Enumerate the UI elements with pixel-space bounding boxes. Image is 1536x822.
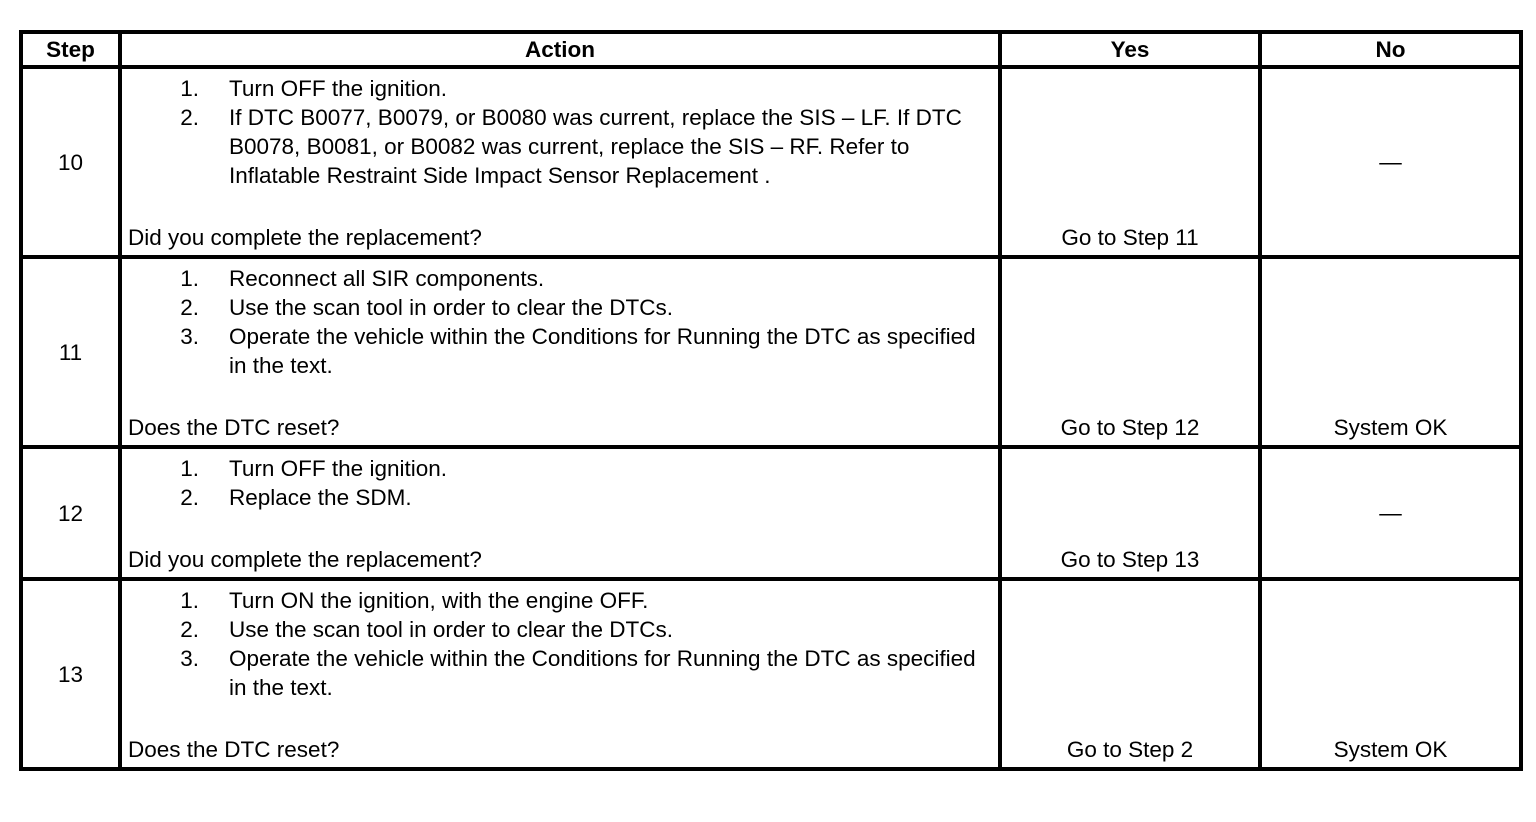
action-cell bbox=[120, 447, 1000, 579]
list-item bbox=[122, 322, 998, 380]
item-number: 1. bbox=[180, 76, 199, 101]
list-item bbox=[122, 483, 998, 512]
yes-result: Go to Step 2 bbox=[1066, 737, 1194, 762]
list-item bbox=[122, 586, 998, 615]
header-step: Step bbox=[21, 32, 120, 67]
diagnostic-table-container bbox=[19, 30, 1519, 771]
no-result: System OK bbox=[1333, 737, 1448, 762]
table-row bbox=[21, 579, 1521, 769]
item-number: 2. bbox=[180, 105, 199, 130]
step-number: 10 bbox=[21, 67, 120, 257]
list-item bbox=[122, 264, 998, 293]
step-number: 12 bbox=[21, 447, 120, 579]
header-yes: Yes bbox=[1000, 32, 1260, 67]
no-cell bbox=[1260, 67, 1521, 257]
no-result: — bbox=[1379, 149, 1402, 175]
item-number: 3. bbox=[180, 324, 199, 349]
list-item bbox=[122, 74, 998, 103]
list-item bbox=[122, 454, 998, 483]
action-cell bbox=[120, 579, 1000, 769]
list-item bbox=[122, 103, 998, 190]
no-result: System OK bbox=[1333, 415, 1448, 440]
yes-cell bbox=[1000, 447, 1260, 579]
item-text: Use the scan tool in order to clear the DTCs. bbox=[229, 617, 673, 642]
item-text: Operate the vehicle within the Conditions for Running the DTC as specified in the text. bbox=[229, 324, 976, 378]
no-cell bbox=[1260, 257, 1521, 447]
item-text: Replace the SDM. bbox=[229, 485, 412, 510]
yes-result: Go to Step 13 bbox=[1060, 547, 1200, 572]
question-text: Does the DTC reset? bbox=[128, 415, 340, 440]
item-text: If DTC B0077, B0079, or B0080 was current, replace the SIS – LF. If DTC B0078, B0081, or B0082 was current, replace the SIS – RF. Refer to Inflatable Restraint Side Impact Sensor Replacement . bbox=[229, 105, 962, 188]
list-item bbox=[122, 293, 998, 322]
item-text: Operate the vehicle within the Conditions for Running the DTC as specified in the text. bbox=[229, 646, 976, 700]
action-list bbox=[122, 69, 998, 190]
item-text: Turn ON the ignition, with the engine OFF. bbox=[229, 588, 649, 613]
item-text: Turn OFF the ignition. bbox=[229, 456, 448, 481]
action-list bbox=[122, 581, 998, 702]
header-no: No bbox=[1260, 32, 1521, 67]
item-number: 2. bbox=[180, 485, 199, 510]
header-row bbox=[21, 32, 1521, 67]
action-cell bbox=[120, 67, 1000, 257]
item-number: 2. bbox=[180, 617, 199, 642]
item-number: 1. bbox=[180, 588, 199, 613]
yes-cell bbox=[1000, 257, 1260, 447]
action-list bbox=[122, 449, 998, 512]
action-list bbox=[122, 259, 998, 380]
table-row bbox=[21, 447, 1521, 579]
item-number: 1. bbox=[180, 456, 199, 481]
question-text: Did you complete the replacement? bbox=[128, 225, 482, 250]
item-number: 3. bbox=[180, 646, 199, 671]
item-text: Use the scan tool in order to clear the DTCs. bbox=[229, 295, 673, 320]
no-cell bbox=[1260, 579, 1521, 769]
item-number: 2. bbox=[180, 295, 199, 320]
question-text: Did you complete the replacement? bbox=[128, 547, 482, 572]
no-result: — bbox=[1379, 500, 1402, 526]
item-text: Reconnect all SIR components. bbox=[229, 266, 545, 291]
step-number: 11 bbox=[21, 257, 120, 447]
no-cell bbox=[1260, 447, 1521, 579]
yes-cell bbox=[1000, 67, 1260, 257]
yes-result: Go to Step 12 bbox=[1060, 415, 1200, 440]
yes-cell bbox=[1000, 579, 1260, 769]
item-number: 1. bbox=[180, 266, 199, 291]
question-text: Does the DTC reset? bbox=[128, 737, 340, 762]
table-row bbox=[21, 257, 1521, 447]
diagnostic-table bbox=[19, 30, 1523, 771]
action-cell bbox=[120, 257, 1000, 447]
yes-result: Go to Step 11 bbox=[1061, 225, 1199, 250]
item-text: Turn OFF the ignition. bbox=[229, 76, 448, 101]
list-item bbox=[122, 644, 998, 702]
list-item bbox=[122, 615, 998, 644]
step-number: 13 bbox=[21, 579, 120, 769]
table-row bbox=[21, 67, 1521, 257]
header-action: Action bbox=[120, 32, 1000, 67]
